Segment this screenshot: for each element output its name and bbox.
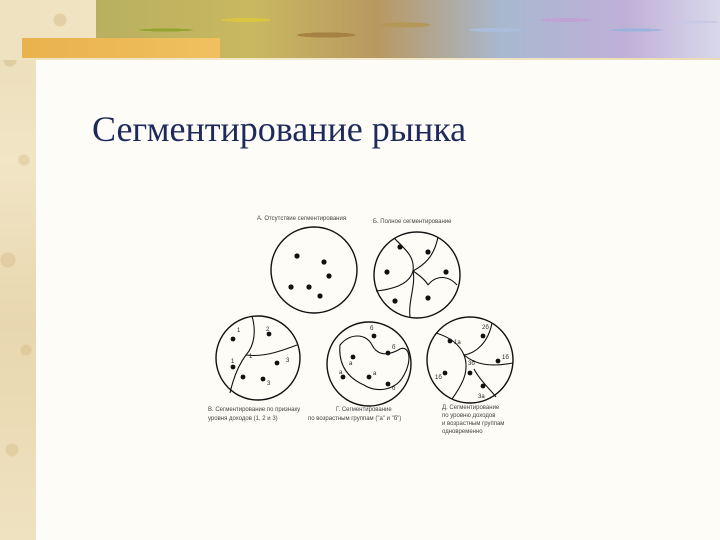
market-circle	[374, 232, 460, 318]
group-label: 1а	[454, 340, 461, 346]
parchment-strip-left	[0, 0, 36, 540]
customer-dot	[496, 359, 501, 364]
customer-dot	[294, 253, 299, 258]
panel-b-caption: Б. Полное сегментирование	[373, 219, 452, 225]
customer-dot	[288, 284, 293, 289]
orange-accent-bar	[22, 38, 220, 58]
panel-a-caption: А. Отсутствие сегментирования	[257, 216, 347, 222]
group-label: 3б	[468, 361, 475, 367]
panel-v-caption-line-1: В. Сегментирование по признаку	[208, 407, 301, 413]
income-label: 3	[267, 381, 271, 387]
panel-d-caption-line-4: одновременно	[442, 429, 483, 435]
panel-d-caption-line-1: Д. Сегментирование	[442, 405, 500, 411]
market-circle	[271, 227, 357, 313]
group-label: 2б	[482, 325, 489, 331]
customer-dot	[321, 259, 326, 264]
customer-dot	[261, 377, 266, 382]
panel-v	[208, 316, 300, 422]
customer-dot	[384, 269, 389, 274]
segment-boundaries	[376, 237, 457, 317]
customer-dot	[448, 339, 453, 344]
market-circle	[327, 322, 411, 406]
age-label: б	[370, 326, 374, 332]
customer-dot	[317, 293, 322, 298]
panel-g	[308, 322, 411, 422]
customer-dot	[425, 249, 430, 254]
panel-g-caption-line-1: Г. Сегментирование	[336, 407, 392, 413]
customer-dot	[443, 269, 448, 274]
panel-d-caption-line-3: и возрастным группам	[442, 421, 505, 427]
customer-dot	[367, 375, 372, 380]
customer-dot	[468, 371, 473, 376]
income-label: 1	[249, 354, 253, 360]
customer-dot	[306, 284, 311, 289]
group-label: 3а	[478, 394, 485, 400]
panel-g-caption-line-2: по возрастным группам ("а" и "б")	[308, 416, 402, 422]
customer-dot	[443, 371, 448, 376]
income-label: 1	[237, 328, 241, 334]
customer-dot	[481, 384, 486, 389]
group-label: 1б	[502, 355, 509, 361]
income-label: 3	[286, 358, 290, 364]
panel-a	[257, 216, 357, 313]
age-label: а	[339, 370, 343, 376]
age-label: а	[349, 361, 353, 367]
age-label: б	[392, 386, 396, 392]
customer-dot	[386, 382, 391, 387]
customer-dot	[372, 334, 377, 339]
age-label: б	[392, 345, 396, 351]
group-label: 1б	[435, 375, 442, 381]
income-label: 1	[231, 359, 235, 365]
customer-dot	[326, 273, 331, 278]
panel-v-caption-line-2: уровня доходов (1, 2 и 3)	[208, 416, 278, 422]
panel-d-caption-line-2: по уровню доходов	[442, 413, 496, 419]
customer-dot	[397, 244, 402, 249]
age-label: а	[373, 371, 377, 377]
income-label: 2	[266, 327, 270, 333]
customer-dot	[351, 355, 356, 360]
customer-dot	[481, 334, 486, 339]
customer-dot	[231, 365, 236, 370]
panel-d	[427, 317, 513, 435]
segmentation-diagram	[200, 205, 520, 450]
panel-b	[373, 219, 460, 318]
customer-dot	[241, 375, 246, 380]
customer-dot	[425, 295, 430, 300]
customer-dot	[231, 337, 236, 342]
customer-dot	[386, 351, 391, 356]
slide-title: Сегментирование рынка	[92, 109, 467, 149]
customer-dot	[392, 298, 397, 303]
customer-dot	[275, 361, 280, 366]
